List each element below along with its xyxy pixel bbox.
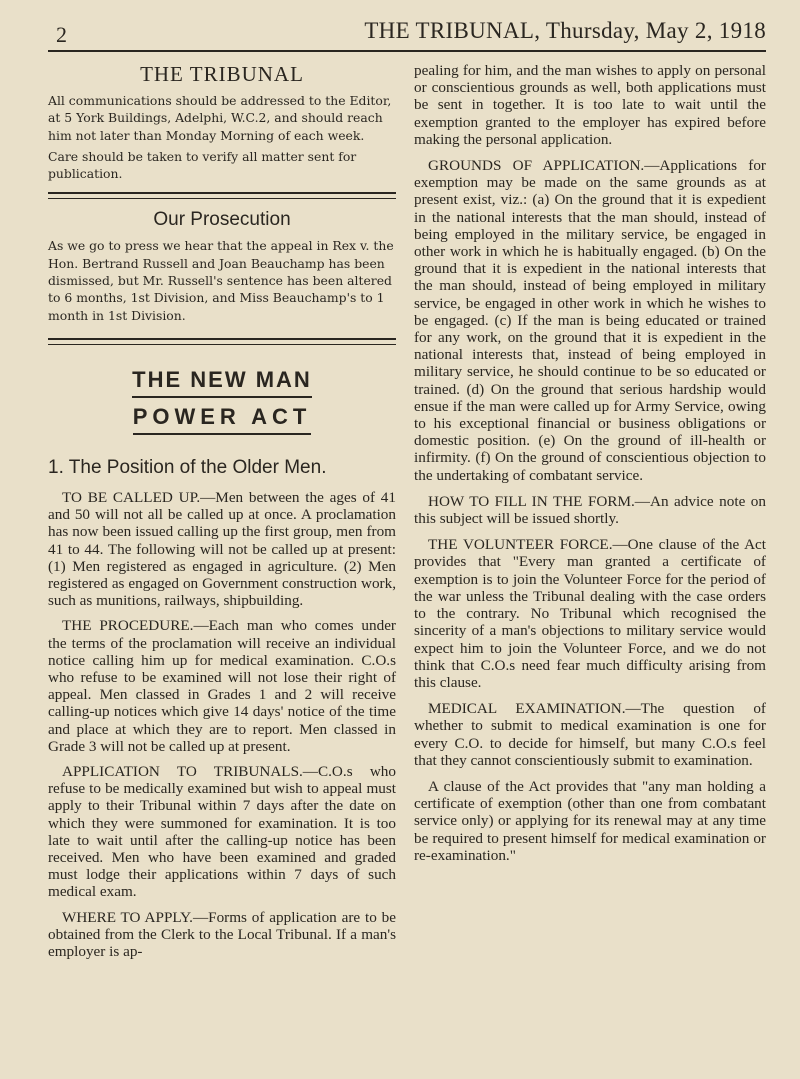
masthead [48,16,766,52]
notice-title: THE TRIBUNAL [140,62,304,86]
section-heading: 1. The Position of the Older Men. [48,456,327,478]
notice-text-1: All communications should be addressed to the Editor, at 5 York Buildings, Adelphi, W.C.2, and should reach him not later than Monday Morning of each week. [48,93,392,143]
article-paragraph: HOW TO FILL IN THE FORM.—An advice note on this subject will be issued shortly. [414,492,766,528]
masthead-title: THE TRIBUNAL, Thursday, May 2, 1918 [364,18,766,43]
prosecution-title: Our Prosecution [153,209,291,231]
article-paragraph: TO BE CALLED UP.—Men between the ages of 41 and 50 will not all be called up at once. A proclamation has now been issued calling up the first group, men from 41 to 44. The following will not be called up at present: (1) Men registered as engaged in agriculture. (2) Men registered as engaged on Government construction work, such as munitions, railways, shipbuilding. [48,488,396,610]
article-paragraph: THE PROCEDURE.—Each man who comes under the terms of the proclamation will receive an individual notice calling him up for medical examination. C.O.s who refuse to be examined will not lose their right of appeal. Men classed in Grades 1 and 2 will receive calling-up notices which give 14 days' notice of the time and place at which they are to report. Men classed in Grade 3 will not be called up at present. [48,617,396,755]
divider [48,192,396,199]
article-title-line-2: POWER ACT [48,404,396,435]
article-paragraph: WHERE TO APPLY.—Forms of application are to be obtained from the Clerk to the Local Tribunal. If a man's employer is ap- [48,908,396,961]
prosecution-text: As we go to press we hear that the appeal in Rex v. the Hon. Bertrand Russell and Joan Beauchamp has been dismissed, but Mr. Russell's sentence has been altered to 6 months, 1st Division, and Miss Beauchamp's to 1 month in 1st Division. [48,238,394,323]
article-paragraph: GROUNDS OF APPLICATION.—Applications for exemption may be made on the same grounds as at present exist, viz.: (a) On the ground that it is expedient in the national interests that the man should, instead of being employed in the military service, be engaged in other work in which he is habitually engaged. (b) On the ground that it is expedient in the national interests that the man should, instead of being employed in military service, be engaged in other work in which he wishes to be engaged. (c) If the man is being educated or trained for any work, on the ground that it is expedient in the national interests that, instead of being employed in military service, he should continue to be so educated or trained. (d) On the ground that serious hardship would ensue if the man were called up for Army Service, owing to his exceptional financial or business obligations or domestic position. (e) On the ground of ill-health or infirmity. (f) On the ground of conscientious objection to the undertaking of combatant service. [414,157,766,484]
article-paragraph: MEDICAL EXAMINATION.—The question of whether to submit to medical examination is one for every C.O. to decide for himself, but many C.O.s feel that they cannot conscientiously submit to examination. [414,700,766,769]
article-paragraph: pealing for him, and the man wishes to apply on personal or conscientious grounds as well, both applications must be sent in together. It is too late to wait until the exemption granted to the employer has expired before making the personal application. [414,62,766,148]
article-paragraph: THE VOLUNTEER FORCE.—One clause of the Act provides that "Every man granted a certificate of exemption is to join the Volunteer Force for the period of the war unless the Tribunal dealing with the case orders to the contrary. No Tribunal which recognised the sincerity of a man's objections to military service would expect him to join the Volunteer Force, and we do not think that C.O.s need fear much difficulty arising from this clause. [414,536,766,691]
page-number: 2 [56,22,67,47]
article-paragraph: APPLICATION TO TRIBUNALS.—C.O.s who refuse to be medically examined but wish to appeal must apply to their Tribunal within 7 days after the date on which they were summoned for examination. It is too late to wait until after the calling-up notice has been received. Men who have been examined and graded must lodge their applications within 7 days of such medical exam. [48,763,396,901]
article-paragraph: A clause of the Act provides that "any man holding a certificate of exemption (other than one from combatant service only) or applying for its renewal may at any time be required to present himself for medical examination or re-examination." [414,777,766,864]
divider [48,338,396,345]
notice-text-2: Care should be taken to verify all matter sent for publication. [48,148,357,182]
left-column [48,62,396,968]
right-column [414,62,766,873]
article-title-line-1: THE NEW MAN [48,367,396,398]
